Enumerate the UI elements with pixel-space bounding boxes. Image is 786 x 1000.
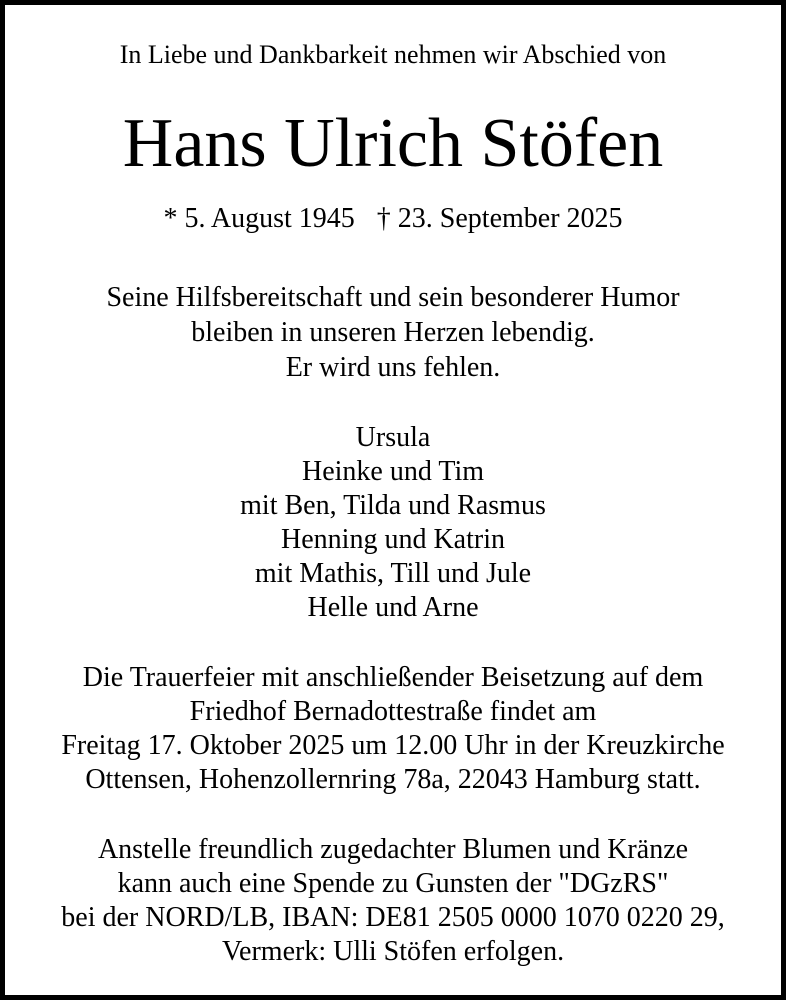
death-date: † 23. September 2025 (376, 203, 623, 234)
tribute-line: Er wird uns fehlen. (285, 352, 501, 383)
life-dates (5, 205, 781, 233)
deceased-name: Hans Ulrich Stöfen (122, 105, 664, 182)
donation-line: Anstelle freundlich zugedachter Blumen und Kränze (97, 834, 689, 865)
family-member: Ursula (355, 422, 431, 453)
family-member: Henning und Katrin (281, 524, 505, 555)
intro-line: In Liebe und Dankbarkeit nehmen wir Abschied von (119, 40, 667, 69)
family-member: Heinke und Tim (301, 456, 485, 487)
ceremony-line: Friedhof Bernadottestraße findet am (189, 696, 597, 727)
family-member: Helle und Arne (307, 592, 479, 623)
ceremony-line: Freitag 17. Oktober 2025 um 12.00 Uhr in der Kreuzkirche (61, 730, 725, 761)
donation-line: bei der NORD/LB, IBAN: DE81 2505 0000 1070 0220 29, (61, 902, 725, 933)
family-member: mit Ben, Tilda und Rasmus (240, 490, 546, 521)
ceremony-line: Die Trauerfeier mit anschließender Beisetzung auf dem (82, 662, 704, 693)
donation-line: kann auch eine Spende zu Gunsten der "DGzRS" (117, 868, 669, 899)
tribute-line: bleiben in unseren Herzen lebendig. (191, 317, 595, 348)
ceremony-line: Ottensen, Hohenzollernring 78a, 22043 Hamburg statt. (85, 764, 701, 795)
family-member: mit Mathis, Till und Jule (254, 558, 532, 589)
donation-line: Vermerk: Ulli Stöfen erfolgen. (221, 936, 565, 967)
birth-date: * 5. August 1945 (163, 203, 355, 234)
tribute-line: Seine Hilfsbereitschaft und sein besonderer Humor (106, 282, 680, 313)
